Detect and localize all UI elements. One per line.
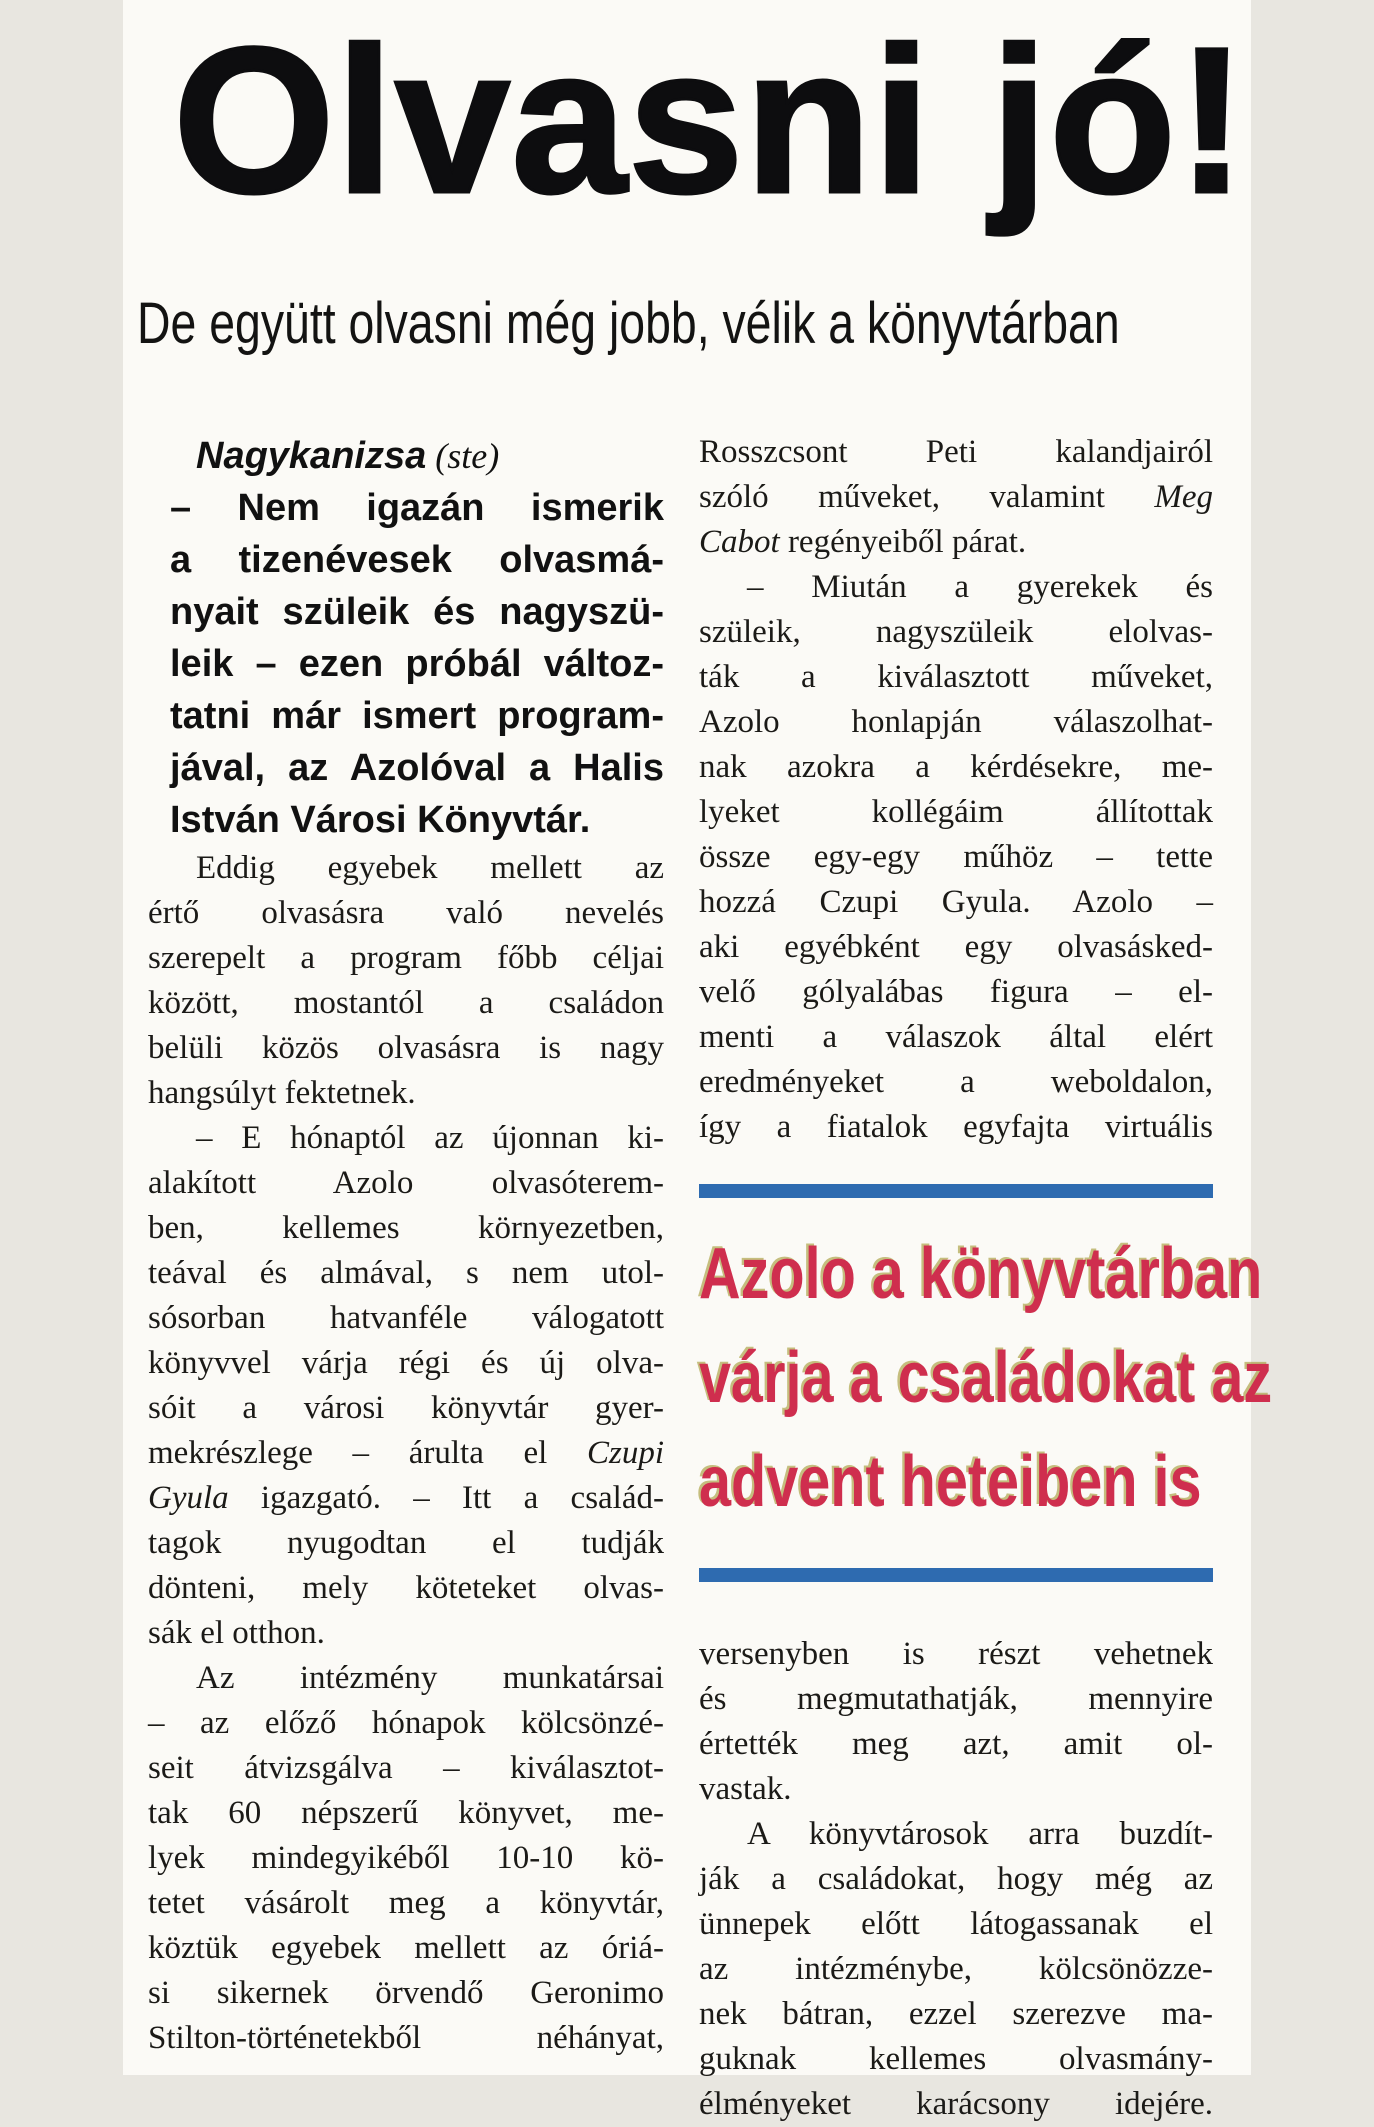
text-segment: teával és almával, s nem utol- — [148, 1255, 664, 1291]
text-line — [148, 846, 664, 891]
text-segment: ben, kellemes környezetben, — [148, 1210, 664, 1246]
text-segment: jával, az Azolóval a Halis — [170, 747, 664, 789]
text-line — [148, 1431, 664, 1476]
text-segment: Stilton-történetekből néhányat, — [148, 2020, 664, 2056]
text-line — [148, 1251, 664, 1296]
article-subtitle — [137, 288, 1365, 360]
text-line — [699, 565, 1213, 610]
text-line — [148, 1026, 664, 1071]
pull-quote-text — [699, 1232, 1273, 1544]
text-segment: menti a válaszok által elért — [699, 1019, 1213, 1055]
text-segment: lyeket kollégáim állítottak — [699, 794, 1213, 830]
paragraph — [148, 1116, 664, 1656]
text-segment: velő gólyalábas figura – el- — [699, 974, 1213, 1010]
text-segment: tetet vásárolt meg a könyvtár, — [148, 1885, 664, 1921]
text-segment: eredményeket a weboldalon, — [699, 1064, 1213, 1100]
text-line — [148, 1701, 664, 1746]
text-line — [170, 586, 664, 638]
text-segment: szüleik, nagyszüleik elolvas- — [699, 614, 1213, 650]
text-line — [148, 1386, 664, 1431]
text-line — [699, 1060, 1213, 1105]
pull-quote-line-text: várja a családokat az — [699, 1338, 1273, 1418]
text-line — [699, 520, 1213, 565]
text-segment: élményeket karácsony idejére. — [699, 2086, 1213, 2122]
text-line — [148, 2016, 664, 2061]
text-line — [699, 1015, 1213, 1060]
text-line — [699, 1677, 1213, 1722]
text-segment: – Nem igazán ismerik — [170, 487, 664, 529]
text-segment: tatni már ismert program- — [170, 695, 664, 737]
paragraph — [148, 846, 664, 1116]
text-segment: István Városi Könyvtár. — [170, 799, 591, 841]
pull-quote — [699, 1184, 1273, 1582]
text-segment: szerepelt a program főbb céljai — [148, 940, 664, 976]
text-line — [170, 794, 664, 846]
newspaper-page — [123, 0, 1273, 2122]
text-line — [699, 2037, 1213, 2082]
text-line — [170, 482, 664, 534]
lead-paragraph — [148, 482, 664, 846]
bold-italic-text: Nagykanizsa — [196, 435, 427, 477]
text-line — [148, 1836, 664, 1881]
text-line — [699, 970, 1213, 1015]
text-segment: és megmutathatják, mennyire — [699, 1681, 1213, 1717]
text-segment: Rosszcsont Peti kalandjairól — [699, 434, 1213, 470]
text-line — [170, 534, 664, 586]
text-line — [170, 690, 664, 742]
text-segment: sák el otthon. — [148, 1615, 325, 1651]
text-segment: ták a kiválasztott műveket, — [699, 659, 1213, 695]
paragraph — [699, 1632, 1213, 1812]
text-line — [148, 936, 664, 981]
text-line — [699, 1767, 1213, 1812]
text-segment: nyait szüleik és nagyszü- — [170, 591, 664, 633]
italic-text: Czupi — [586, 1435, 664, 1471]
italic-serif-text: (ste) — [426, 436, 500, 476]
text-line — [699, 925, 1213, 970]
text-line — [699, 2082, 1213, 2127]
text-segment: mekrészlege – árulta el — [148, 1435, 587, 1471]
text-line — [699, 475, 1213, 520]
text-line — [148, 1296, 664, 1341]
text-segment: guknak kellemes olvasmány- — [699, 2041, 1213, 2077]
text-line — [699, 1857, 1213, 1902]
text-line — [148, 1881, 664, 1926]
text-line — [699, 655, 1213, 700]
text-line — [699, 835, 1213, 880]
text-segment: versenyben is részt vehetnek — [699, 1636, 1213, 1672]
text-line — [699, 1632, 1213, 1677]
text-segment: a tizenévesek olvasmá- — [170, 539, 664, 581]
text-segment: nak azokra a kérdésekre, me- — [699, 749, 1213, 785]
text-line — [148, 1656, 664, 1701]
text-line — [148, 1116, 664, 1161]
article-headline: Olvasni jó! — [173, 5, 1248, 237]
text-line — [699, 880, 1213, 925]
text-line — [699, 1105, 1213, 1150]
text-line — [148, 1521, 664, 1566]
text-segment: sóit a városi könyvtár gyer- — [148, 1390, 664, 1426]
text-line — [148, 1746, 664, 1791]
text-segment: A könyvtárosok arra buzdít- — [747, 1816, 1213, 1852]
text-line — [148, 1971, 664, 2016]
text-segment: hozzá Czupi Gyula. Azolo – — [699, 884, 1213, 920]
text-segment: ják a családokat, hogy még az — [699, 1861, 1213, 1897]
text-segment: könyvvel várja régi és új olva- — [148, 1345, 664, 1381]
paragraph — [148, 1656, 664, 2061]
text-line — [148, 1611, 664, 1656]
text-segment: ünnepek előtt látogassanak el — [699, 1906, 1213, 1942]
text-segment: Eddig egyebek mellett az — [196, 850, 664, 886]
text-segment: köztük egyebek mellett az óriá- — [148, 1930, 664, 1966]
paragraph — [699, 565, 1213, 1150]
article-column-left — [148, 430, 664, 2061]
text-line — [699, 1992, 1213, 2037]
pull-quote-line — [699, 1440, 1213, 1544]
text-segment: az intézménybe, kölcsönözze- — [699, 1951, 1213, 1987]
text-segment: si sikernek örvendő Geronimo — [148, 1975, 664, 2011]
text-line — [148, 1071, 664, 1116]
text-segment: – E hónaptól az újonnan ki- — [196, 1120, 664, 1156]
text-segment: Azolo honlapján válaszolhat- — [699, 704, 1213, 740]
text-segment: – az előző hónapok kölcsönzé- — [148, 1705, 664, 1741]
text-segment: össze egy-egy műhöz – tette — [699, 839, 1213, 875]
text-segment: Az intézmény munkatársai — [196, 1660, 664, 1696]
article-subtitle-text: De együtt olvasni még jobb, vélik a könyvtárban — [137, 291, 1120, 356]
text-segment: tak 60 népszerű könyvet, me- — [148, 1795, 664, 1831]
text-line — [699, 1722, 1213, 1767]
text-segment: tagok nyugodtan el tudják — [148, 1525, 664, 1561]
text-line — [699, 430, 1213, 475]
byline — [148, 430, 664, 482]
text-line — [699, 1902, 1213, 1947]
text-line — [699, 1947, 1213, 1992]
text-line — [699, 700, 1213, 745]
text-segment: sósorban hatvanféle válogatott — [148, 1300, 664, 1336]
text-segment: belüli közös olvasásra is nagy — [148, 1030, 664, 1066]
text-line — [148, 1566, 664, 1611]
text-segment: regényeiből párat. — [779, 524, 1027, 560]
text-line — [148, 1341, 664, 1386]
text-segment: leik – ezen próbál változ- — [170, 643, 664, 685]
text-segment: igazgató. – Itt a család- — [228, 1480, 664, 1516]
text-segment: dönteni, mely köteteket olvas- — [148, 1570, 664, 1606]
text-line — [170, 742, 664, 794]
paragraph — [699, 430, 1213, 565]
divider-rule-top — [699, 1184, 1213, 1198]
text-line — [148, 981, 664, 1026]
text-segment: szóló műveket, valamint — [699, 479, 1155, 515]
text-line — [699, 1812, 1213, 1857]
italic-text: Gyula — [148, 1480, 229, 1516]
italic-text: Meg — [1154, 479, 1213, 515]
text-segment: között, mostantól a családon — [148, 985, 664, 1021]
text-line — [699, 745, 1213, 790]
text-line — [170, 430, 664, 482]
text-line — [148, 1161, 664, 1206]
text-line — [699, 790, 1213, 835]
text-line — [148, 1476, 664, 1521]
pull-quote-line — [699, 1336, 1273, 1440]
text-segment: vastak. — [699, 1771, 792, 1807]
text-segment: aki egyébként egy olvasásked- — [699, 929, 1213, 965]
divider-rule-bottom — [699, 1568, 1213, 1582]
text-line — [699, 610, 1213, 655]
pull-quote-line — [699, 1232, 1263, 1336]
text-segment: nek bátran, ezzel szerezve ma- — [699, 1996, 1213, 2032]
text-segment: lyek mindegyikéből 10-10 kö- — [148, 1840, 664, 1876]
text-segment: értő olvasásra való nevelés — [148, 895, 664, 931]
text-segment: – Miután a gyerekek és — [747, 569, 1213, 605]
text-segment: seit átvizsgálva – kiválasztot- — [148, 1750, 664, 1786]
text-line — [148, 891, 664, 936]
paragraph — [699, 1812, 1213, 2127]
text-segment: hangsúlyt fektetnek. — [148, 1075, 416, 1111]
text-line — [148, 1926, 664, 1971]
article-column-right — [699, 430, 1273, 2127]
pull-quote-line-text: Azolo a könyvtárban — [699, 1234, 1263, 1314]
text-line — [170, 638, 664, 690]
text-segment: így a fiatalok egyfajta virtuális — [699, 1109, 1213, 1145]
italic-text: Cabot — [699, 524, 780, 560]
pull-quote-line-text: advent heteiben is — [699, 1442, 1202, 1522]
text-segment: alakított Azolo olvasóterem- — [148, 1165, 664, 1201]
text-line — [148, 1206, 664, 1251]
text-line — [148, 1791, 664, 1836]
text-segment: értették meg azt, amit ol- — [699, 1726, 1213, 1762]
